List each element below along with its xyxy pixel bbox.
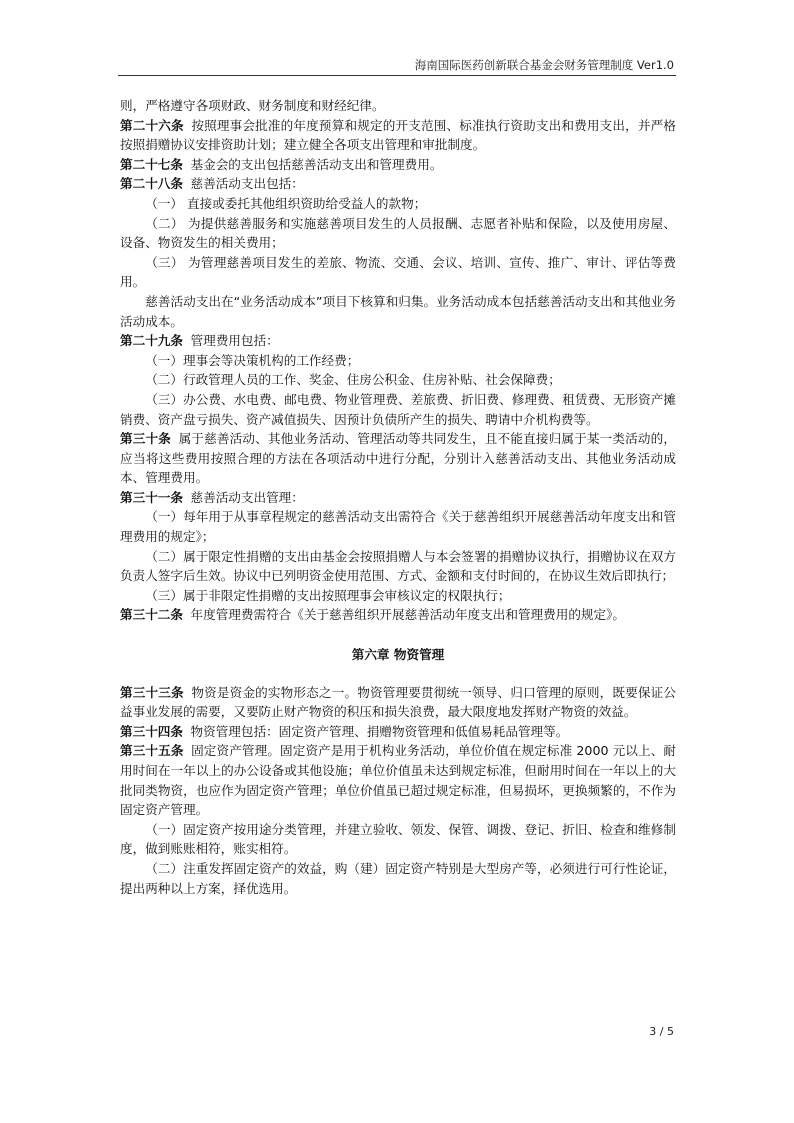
article-text: 固定资产管理。固定资产是用于机构业务活动，单位价值在规定标准 2000 元以上、耐用时间在一年以上的办公设备或其他设施；单位价值虽未达到规定标准，但耐用时间在一年以上的大批同类物资，也应作为固定资产管理；单位价值虽已超过规定标准，但易损坏，更换频繁的，不作为固定资产管理。 (120, 743, 677, 818)
article-32 (120, 605, 676, 625)
page-number: 3 / 5 (649, 1025, 674, 1038)
list-item: （二）行政管理人员的工作、奖金、住房公积金、住房补贴、社会保障费； (145, 372, 561, 388)
article-28 (120, 174, 676, 194)
document-header-title: 海南国际医药创新联合基金会财务管理制度 Ver1.0 (414, 58, 674, 72)
article-text: 物资管理包括：固定资产管理、捐赠物资管理和低值易耗品管理等。 (190, 723, 569, 739)
article-text: 属于慈善活动、其他业务活动、管理活动等共同发生，且不能直接归属于某一类活动的，应当将这些费用按照合理的方法在各项活动中进行分配，分别计入慈善活动支出、其他业务活动成本、管理费用。 (120, 431, 677, 486)
article-label: 第二十九条 (120, 333, 183, 349)
article-text: 管理费用包括： (190, 333, 279, 349)
header-divider (118, 75, 676, 76)
list-item: （二）注重发挥固定资产的效益，购（建）固定资产特别是大型房产等，必须进行可行性论证，提出两种以上方案，择优选用。 (120, 860, 676, 896)
article-text: 基金会的支出包括慈善活动支出和管理费用。 (190, 156, 443, 172)
paragraph-continuation: 则，严格遵守各项财政、财务制度和财经纪律。 (120, 98, 385, 113)
chapter-heading: 第六章 物资管理 (351, 647, 445, 663)
list-item: （一）理事会等决策机构的工作经费； (145, 352, 360, 368)
article-text: 年度管理费需符合《关于慈善组织开展慈善活动年度支出和管理费用的规定》。 (190, 607, 625, 623)
article-label: 第三十五条 (120, 743, 184, 759)
article-text: 慈善活动支出管理： (190, 489, 304, 505)
article-30 (120, 429, 676, 488)
list-item: （一） 直接或委托其他组织资助给受益人的款物； (145, 195, 427, 211)
list-item: （一）每年用于从事章程规定的慈善活动支出需符合《关于慈善组织开展慈善活动年度支出和管理费用的规定》； (120, 509, 676, 545)
article-note: 慈善活动支出在“业务活动成本”项目下核算和归集。业务活动成本包括慈善活动支出和其他业务活动成本。 (120, 293, 676, 329)
list-item: （二） 为提供慈善服务和实施慈善项目发生的人员报酬、志愿者补贴和保险，以及使用房屋、设备、物资发生的相关费用； (120, 215, 676, 251)
article-27 (120, 155, 676, 175)
article-34 (120, 722, 676, 742)
article-label: 第二十七条 (120, 156, 183, 172)
article-label: 第三十四条 (120, 723, 183, 739)
article-label: 第三十二条 (120, 607, 183, 623)
article-33 (120, 683, 676, 722)
article-29 (120, 331, 676, 351)
list-item: （三）办公费、水电费、邮电费、物业管理费、差旅费、折旧费、修理费、租赁费、无形资产摊销费、资产盘亏损失、资产减值损失、因预计负债所产生的损失、聘请中介机构费等。 (120, 391, 676, 427)
document-body (120, 96, 676, 898)
article-label: 第二十八条 (120, 176, 183, 192)
list-item: （一）固定资产按用途分类管理，并建立验收、领发、保管、调拨、登记、折旧、检查和维修制度，做到账账相符，账实相符。 (120, 821, 676, 857)
article-label: 第三十一条 (120, 489, 183, 505)
article-text: 物资是资金的实物形态之一。物资管理要贯彻统一领导、归口管理的原则，既要保证公益事业发展的需要，又要防止财产物资的积压和损失浪费，最大限度地发挥财产物资的效益。 (120, 684, 677, 720)
article-label: 第三十三条 (120, 684, 184, 700)
list-item: （三）属于非限定性捐赠的支出按照理事会审核议定的权限执行； (145, 587, 511, 603)
article-31 (120, 488, 676, 508)
article-text: 慈善活动支出包括： (190, 176, 304, 192)
article-text: 按照理事会批准的年度预算和规定的开支范围、标准执行资助支出和费用支出，并严格按照捐赠协议安排资助计划；建立健全各项支出管理和审批制度。 (120, 117, 677, 153)
article-35 (120, 741, 676, 819)
list-item: （三） 为管理慈善项目发生的差旅、物流、交通、会议、培训、宣传、推广、审计、评估等费用。 (120, 254, 676, 290)
article-label: 第三十条 (120, 431, 172, 447)
list-item: （二）属于限定性捐赠的支出由基金会按照捐赠人与本会签署的捐赠协议执行，捐赠协议在双方负责人签字后生效。协议中已列明资金使用范围、方式、金额和支付时间的，在协议生效后即执行； (120, 548, 676, 584)
article-label: 第二十六条 (120, 117, 184, 133)
article-26 (120, 116, 676, 155)
